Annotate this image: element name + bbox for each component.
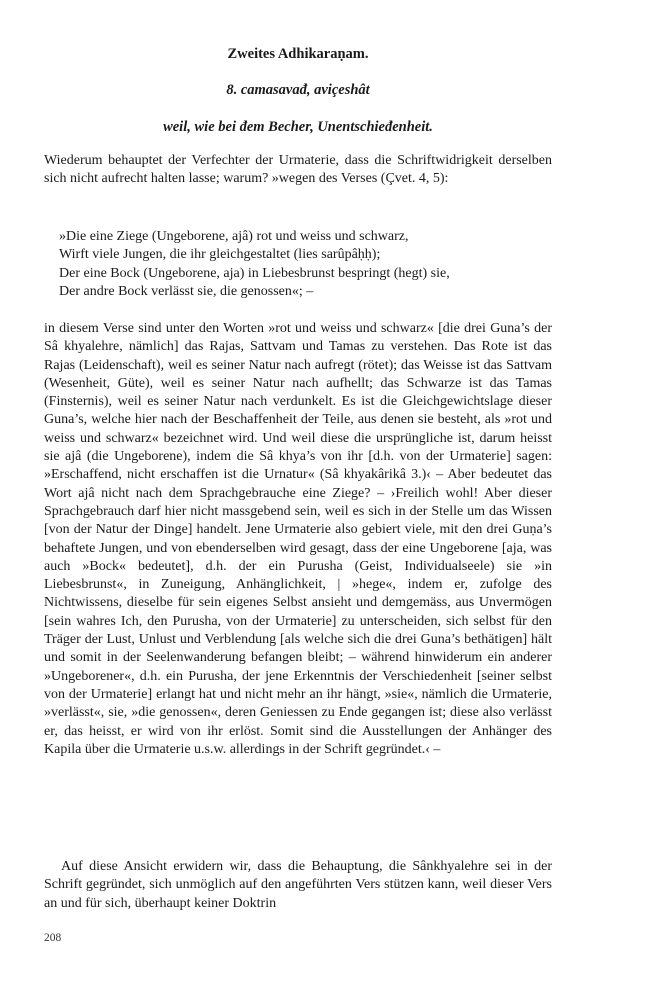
chapter-heading: Zweites Adhikaraṇam. [227,46,369,62]
sutra-heading: 8. camasavađ, aviçeshât [226,82,370,98]
main-paragraph: in diesem Verse sind unter den Worten »rot und weiss und schwarz« [die drei Guna’s der Sâ khyalehre, nämlich] das Rajas, Sattvam und Tamas zu verstehen. Das Rote ist das Rajas (Leidenschaft), weil es seiner Natur nach aufregt (rötet); das Weisse ist das Sattvam (Wesenheit, Güte), weil es seiner Natur nach aufhellt; das Schwarze ist das Tamas (Finsternis), weil es seiner Natur nach verdunkelt. Es ist die Gleichgewichtslage dieser Guna’s, welche hier nach der Beschaffenheit der Teile, aus denen sie besteht, als »rot und weiss und schwarz« bezeichnet wird. Und weil diese die ursprüngliche ist, darum heisst sie ajâ (die Ungeborene), indem die Sâ khya’s von ihr [d.h. von der Urmaterie] sagen: »Erschaffend, nicht erschaffen ist die Urnatur« (Sâ khyakârikâ 3.)‹ – Aber bedeutet das Wort ajâ nicht nach dem Sprachgebrauche eine Ziege? – ›Freilich wohl! Aber dieser Sprachgebrauch darf hier nicht massgebend sein, weil es sich in der Stelle um das Wissen [von der Natur der Dinge] handelt. Jene Urmaterie also gebiert viele, mit den drei Guṇa’s behaftete Jungen, und von ebenderselben wird gesagt, dass der eine Ungeborene [aja, was auch »Bock« bedeutet], d.h. der ein Purusha (Geist, Individualseele) sie »in Liebesbrunst«, in Zuneigung, Anhänglichkeit, | »hege«, indem er, zufolge des Nichtwissens, dieselbe für sein eigenes Selbst ansieht und demgemäss, aus Unvermögen [sein wahres Ich, den Purusha, von der Urmaterie] zu unterscheiden, sich selbst für den Träger der Lust, Unlust und Verblendung [als welche sich die drei Guna’s bethätigen] hält und somit in der Seelenwanderung befangen bleibt; – während hinwiderum ein anderer »Ungeborener«, d.h. ein Purusha, der jene Erkenntnis der Verschiedenheit [seiner selbst von der Urmaterie] erlangt hat und nicht mehr an ihr hängt, »sie«, nämlich die Urmaterie, »verlässt«, sie, »die genossen«, deren Geniessen zu Ende gegangen ist; diese also verlässt er, das heisst, er wird von ihr erlöst. Somit sind die Ausstellungen der Anhänger des Kapila über die Urmaterie u.s.w. allerdings in der Schrift gegründet.‹ – [44,321,552,757]
intro-paragraph: Wiederum behauptet der Verfechter der Urmaterie, dass die Schriftwidrigkeit derselben sich nicht aufrecht halten lasse; warum? »wegen des Verses (Çvet. 4, 5): [44,153,552,187]
page-number: 208 [44,932,62,944]
sutra-translation: weil, wie bei đem Becher, Unentschieđenheit. [163,119,433,135]
verse-line: Der andre Bock verlässt sie, die genossen«; – [59,284,314,300]
second-paragraph: Auf diese Ansicht erwidern wir, dass die Behauptung, die Sânkhyalehre sei in der Schrift gegründet, sich unmöglich auf den angeführten Vers stützen kann, weil dieser Vers an und für sich, überhaupt keiner Doktrin [44,859,552,911]
verse-line: »Die eine Ziege (Ungeborene, ajâ) rot und weiss und schwarz, [59,229,409,244]
verse-line: Wirft viele Jungen, die ihr gleichgestaltet (lies sarûpâḥḥ); [59,247,381,263]
verse-line: Der eine Bock (Ungeborene, aja) in Liebesbrunst bespringt (hegt) sie, [59,265,450,281]
verse-quotation [59,228,549,302]
